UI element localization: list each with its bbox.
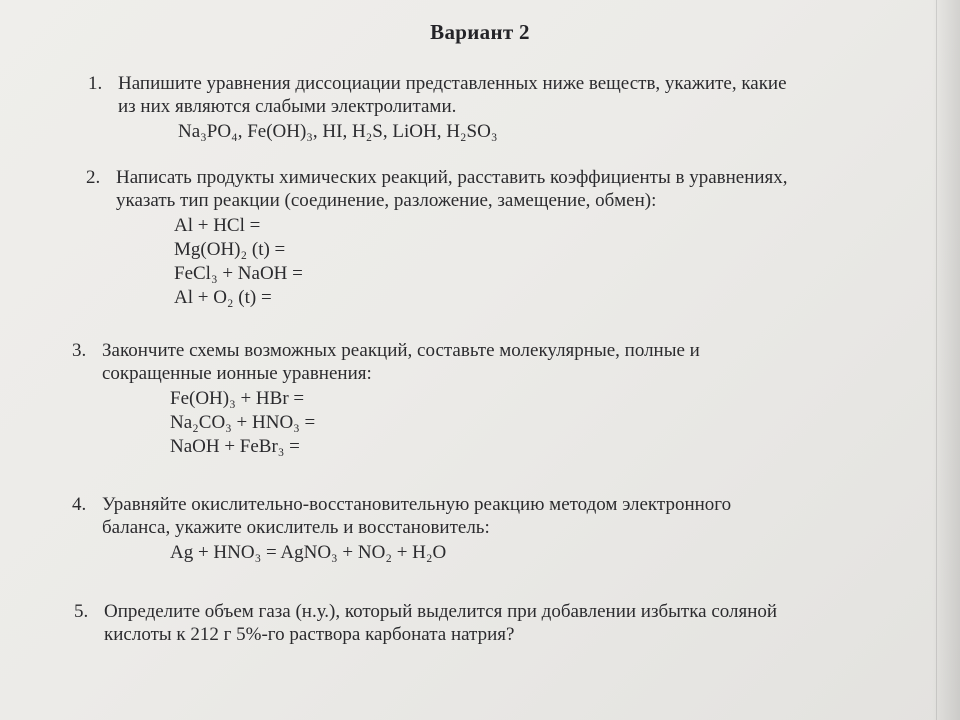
- formula-line: Mg(OH)₂ (t) =: [174, 239, 286, 260]
- task-3: [72, 339, 862, 459]
- task-text: Написать продукты химических реакций, расставить коэффициенты в уравнениях, указать тип реакции (соединение, разложение, замещение, обмен):: [116, 167, 788, 211]
- task-number: 1.: [88, 73, 103, 94]
- variant-title: Вариант 2: [430, 20, 530, 44]
- task-4: [72, 493, 882, 565]
- formula-line: Na₂CO₃ + HNO₃ =: [170, 412, 316, 433]
- task-number: 5.: [74, 601, 89, 622]
- task-text: Уравняйте окислительно-восстановительную реакцию методом электронного баланса, укажите окислитель и восстановитель:: [102, 494, 732, 538]
- formula-line: Ag + HNO₃ = AgNO₃ + NO₂ + H₂O: [170, 542, 447, 563]
- task-text: Определите объем газа (н.у.), который выделится при добавлении избытка соляной кислоты к 212 г 5%-го раствора карбоната натрия?: [104, 601, 778, 645]
- task-number: 4.: [72, 494, 87, 515]
- task-number: 3.: [72, 340, 87, 361]
- formula-line: Al + HCl =: [174, 215, 261, 236]
- formula-line: Al + O₂ (t) =: [174, 287, 272, 308]
- formula-line: FeCl₃ + NaOH =: [174, 263, 303, 284]
- task-5: [74, 600, 924, 646]
- formula-block: [174, 214, 896, 310]
- task-2: [86, 166, 896, 310]
- formula-block: [170, 387, 862, 459]
- page-edge-line: [936, 0, 937, 720]
- task-text: Напишите уравнения диссоциации представленных ниже веществ, укажите, какие из них являются слабыми электролитами.: [118, 73, 787, 117]
- task-1: [88, 72, 878, 144]
- formula-line: NaOH + FeBr₃ =: [170, 436, 300, 457]
- task-number: 2.: [86, 167, 101, 188]
- formula-block: [170, 541, 882, 565]
- task-text: Закончите схемы возможных реакций, составьте молекулярные, полные и сокращенные ионные уравнения:: [102, 340, 700, 384]
- formula-line: Fe(OH)₃ + HBr =: [170, 388, 305, 409]
- formula-block: [178, 120, 878, 144]
- formula-line: Na₃PO₄, Fe(OH)₃, HI, H₂S, LiOH, H₂SO₃: [178, 121, 498, 142]
